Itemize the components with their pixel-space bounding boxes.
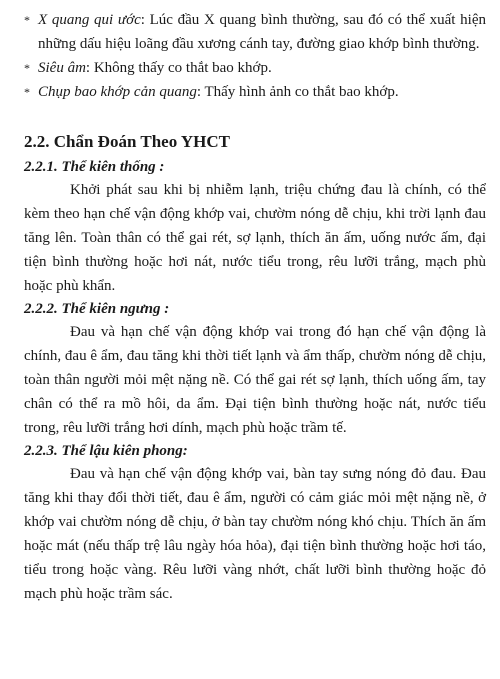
subsection-heading-lau-kien-phong: 2.2.3. Thể lậu kiên phong: (24, 443, 188, 459)
bullet-separator: : (196, 84, 201, 100)
subsection-heading-kien-thong: 2.2.1. Thể kiên thống : (24, 159, 165, 175)
bullet-marker: * (24, 85, 30, 99)
section-title: 2.2. Chẩn Đoán Theo YHCT (24, 132, 230, 151)
bullet-text: Thấy hình ảnh co thắt bao khớp. (201, 84, 399, 100)
bullet-ultrasound (24, 56, 486, 80)
bullet-text: Không thấy co thắt bao khớp. (90, 60, 272, 76)
bullet-label: Chụp bao khớp cản quang (38, 84, 197, 100)
bullet-label: Siêu âm (38, 60, 86, 76)
bullet-marker: * (24, 61, 30, 75)
bullet-xray (24, 8, 486, 56)
subsection-body-kien-thong: Khởi phát sau khi bị nhiễm lạnh, triệu chứng đau là chính, có thể kèm theo hạn chế vận động khớp vai, chườm nóng dễ chịu, khi trời lạnh đau tăng lên. Toàn thân có thể gai rét, sợ lạnh, thích ăn ấm, uống nước ấm, đại tiện bình thường hoặc hơi nát, nước tiểu trong, rêu lưỡi trắng, mạch phù hoặc phù khẩn. (24, 182, 486, 294)
subsection-heading-kien-ngung: 2.2.2. Thể kiên ngưng : (24, 301, 170, 317)
bullet-text: Lúc đầu X quang bình thường, sau đó có thể xuất hiện những dấu hiệu loãng đầu xương cánh tay, đường giao khớp bình thường. (38, 12, 486, 52)
bullet-arthrography (24, 80, 486, 104)
bullet-separator: : (85, 60, 91, 76)
bullet-separator: : (140, 12, 145, 28)
bullet-label: X quang qui ước (38, 12, 141, 28)
subsection-body-lau-kien-phong: Đau và hạn chế vận động khớp vai, bàn tay sưng nóng đỏ đau. Đau tăng khi thay đổi thời tiết, đau ê ẩm, người có cảm giác mỏi mệt nặng nề, ở khớp vai chườm nóng dễ chịu, ở bàn tay chườm nóng khó chịu. Thích ăn ấm hoặc mát (nếu thấp trệ lâu ngày hóa hỏa), đại tiện bình thường hoặc hơi táo, tiểu trong hoặc vàng. Rêu lưỡi vàng nhớt, chất lưỡi bình thường hoặc đỏ mạch phù hoặc trầm sác. (24, 466, 486, 602)
bullet-marker: * (24, 13, 30, 27)
subsection-body-kien-ngung: Đau và hạn chế vận động khớp vai trong đó hạn chế vận động là chính, đau ê ẩm, đau tăng khi thời tiết lạnh và ẩm thấp, chườm nóng dễ chịu, toàn thân người mỏi mệt nặng nề. Có thể gai rét sợ lạnh, thích uống ấm, tay chân có thể ra mồ hôi, da ẩm. Đại tiện bình thường hoặc nát, nước tiểu trong, rêu lưỡi trắng hơi dính, mạch phù hoặc trầm tế. (24, 324, 486, 436)
